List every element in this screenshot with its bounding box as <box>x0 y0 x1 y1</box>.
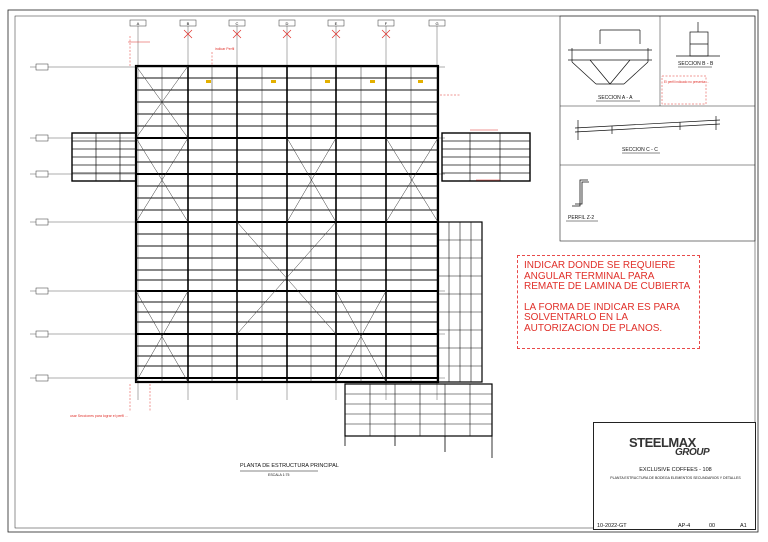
revision: 00 <box>709 523 716 529</box>
grid-letter-G: G <box>435 21 439 26</box>
grid-letter-B: B <box>186 21 190 26</box>
review-note-line-1: INDICAR DONDE SE REQUIERE ANGULAR TERMINAL PARA REMATE DE LAMINA DE CUBIERTA <box>524 260 691 292</box>
grid-letter-E: E <box>334 21 338 26</box>
sheet-id: AP-4 <box>678 523 691 529</box>
section-aa-label: SECCION A - A <box>598 95 633 101</box>
company-logo <box>629 435 729 459</box>
grid-letter-D: D <box>285 21 289 26</box>
grid-letter-F: F <box>384 21 388 26</box>
project-name: EXCLUSIVE COFFEES - 108 <box>639 467 712 473</box>
plan-scale: ESCALA 1:75 <box>268 473 290 477</box>
drawing-number: 10-2022-GT <box>597 523 627 529</box>
comment-bb: El perfil indicado no presenta ... <box>664 80 709 84</box>
profile-z-label: PERFIL Z-2 <box>568 215 595 221</box>
title-block <box>593 422 756 530</box>
grid-letter-A: A <box>136 21 140 26</box>
comment-top: indicar Perfil <box>215 47 235 51</box>
logo-sub: GROUP <box>675 447 710 458</box>
section-cc-label: SECCION C - C <box>622 147 658 153</box>
drawing-description: PLANTA ESTRUCTURA DE BODEGA ELEMENTOS SECUNDARIOS Y DETALLES <box>610 476 741 480</box>
grid-letter-C: C <box>235 21 239 26</box>
review-note-line-2: LA FORMA DE INDICAR ES PARA SOLVENTARLO EN LA AUTORIZACION DE PLANOS. <box>524 301 680 334</box>
review-note-box <box>517 255 700 349</box>
section-bb-label: SECCION B - B <box>678 61 714 67</box>
sheet-size: A1 <box>740 523 747 529</box>
plan-title: PLANTA DE ESTRUCTURA PRINCIPAL <box>240 463 339 469</box>
logo-main: STEELMAX <box>629 435 696 450</box>
comment-left: usar Secciones para lograr el perfil ... <box>70 414 128 418</box>
